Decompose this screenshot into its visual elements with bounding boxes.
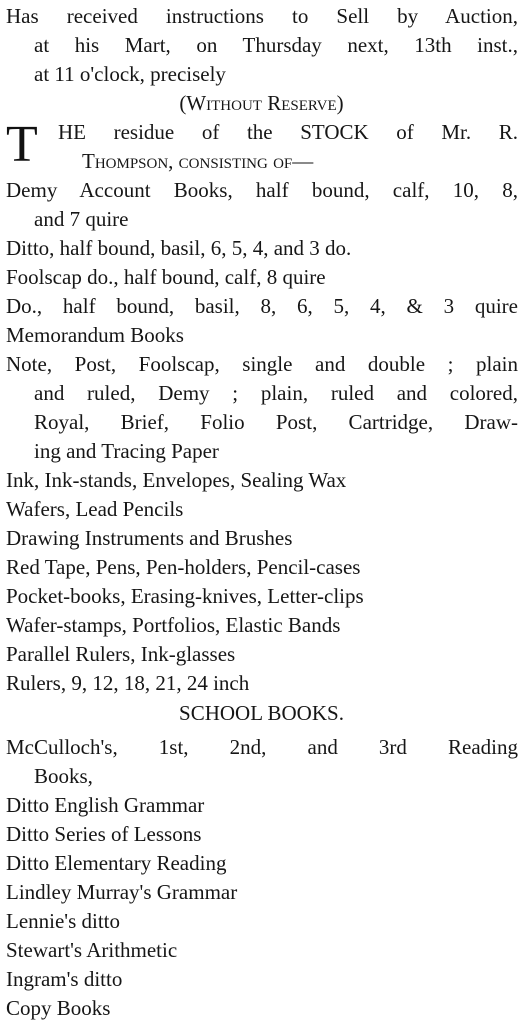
list-item: Red Tape, Pens, Pen-holders, Pencil-cases bbox=[6, 555, 361, 579]
list-item: Lennie's ditto bbox=[6, 909, 121, 933]
school-books-heading: SCHOOL BOOKS. bbox=[179, 701, 344, 725]
intro-line-2: at his Mart, on Thursday next, 13th inst., bbox=[34, 33, 518, 57]
drop-cap-letter: T bbox=[6, 116, 38, 173]
intro-line-1: Has received instructions to Sell by Auction, bbox=[6, 4, 518, 28]
list-item: Ditto Series of Lessons bbox=[6, 822, 202, 846]
list-item: Wafers, Lead Pencils bbox=[6, 497, 184, 521]
list-item: Drawing Instruments and Brushes bbox=[6, 526, 293, 550]
list-item: Royal, Brief, Folio Post, Cartridge, Draw- bbox=[34, 410, 518, 434]
list-item: Do., half bound, basil, 8, 6, 5, 4, & 3 quire bbox=[6, 294, 518, 318]
list-item: ing and Tracing Paper bbox=[34, 439, 219, 463]
list-item: Pocket-books, Erasing-knives, Letter-clips bbox=[6, 584, 364, 608]
list-item: Demy Account Books, half bound, calf, 10, 8, bbox=[6, 178, 518, 202]
list-item: Foolscap do., half bound, calf, 8 quire bbox=[6, 265, 326, 289]
reserve-note: (Without Reserve) bbox=[179, 91, 344, 115]
list-item: Memorandum Books bbox=[6, 323, 184, 347]
list-item: Ditto, half bound, basil, 6, 5, 4, and 3 do. bbox=[6, 236, 352, 260]
list-item: Rulers, 9, 12, 18, 21, 24 inch bbox=[6, 671, 250, 695]
intro-line-3: at 11 o'clock, precisely bbox=[34, 62, 226, 86]
list-item: Ink, Ink-stands, Envelopes, Sealing Wax bbox=[6, 468, 347, 492]
list-item: Ingram's ditto bbox=[6, 967, 123, 991]
opening-line-2: Thompson, consisting of— bbox=[82, 149, 314, 173]
list-item: Stewart's Arithmetic bbox=[6, 938, 178, 962]
list-item: Ditto Elementary Reading bbox=[6, 851, 227, 875]
list-item: Books, bbox=[34, 764, 93, 788]
list-item: Note, Post, Foolscap, single and double ; plain bbox=[6, 352, 518, 376]
list-item: and 7 quire bbox=[34, 207, 129, 231]
opening-line-1: HE residue of the STOCK of Mr. R. bbox=[58, 120, 518, 144]
list-item: McCulloch's, 1st, 2nd, and 3rd Reading bbox=[6, 735, 518, 759]
list-item: Parallel Rulers, Ink-glasses bbox=[6, 642, 236, 666]
list-item: Copy Books bbox=[6, 996, 111, 1020]
list-item: Ditto English Grammar bbox=[6, 793, 205, 817]
list-item: Lindley Murray's Grammar bbox=[6, 880, 238, 904]
list-item: and ruled, Demy ; plain, ruled and colored, bbox=[34, 381, 518, 405]
list-item: Wafer-stamps, Portfolios, Elastic Bands bbox=[6, 613, 341, 637]
